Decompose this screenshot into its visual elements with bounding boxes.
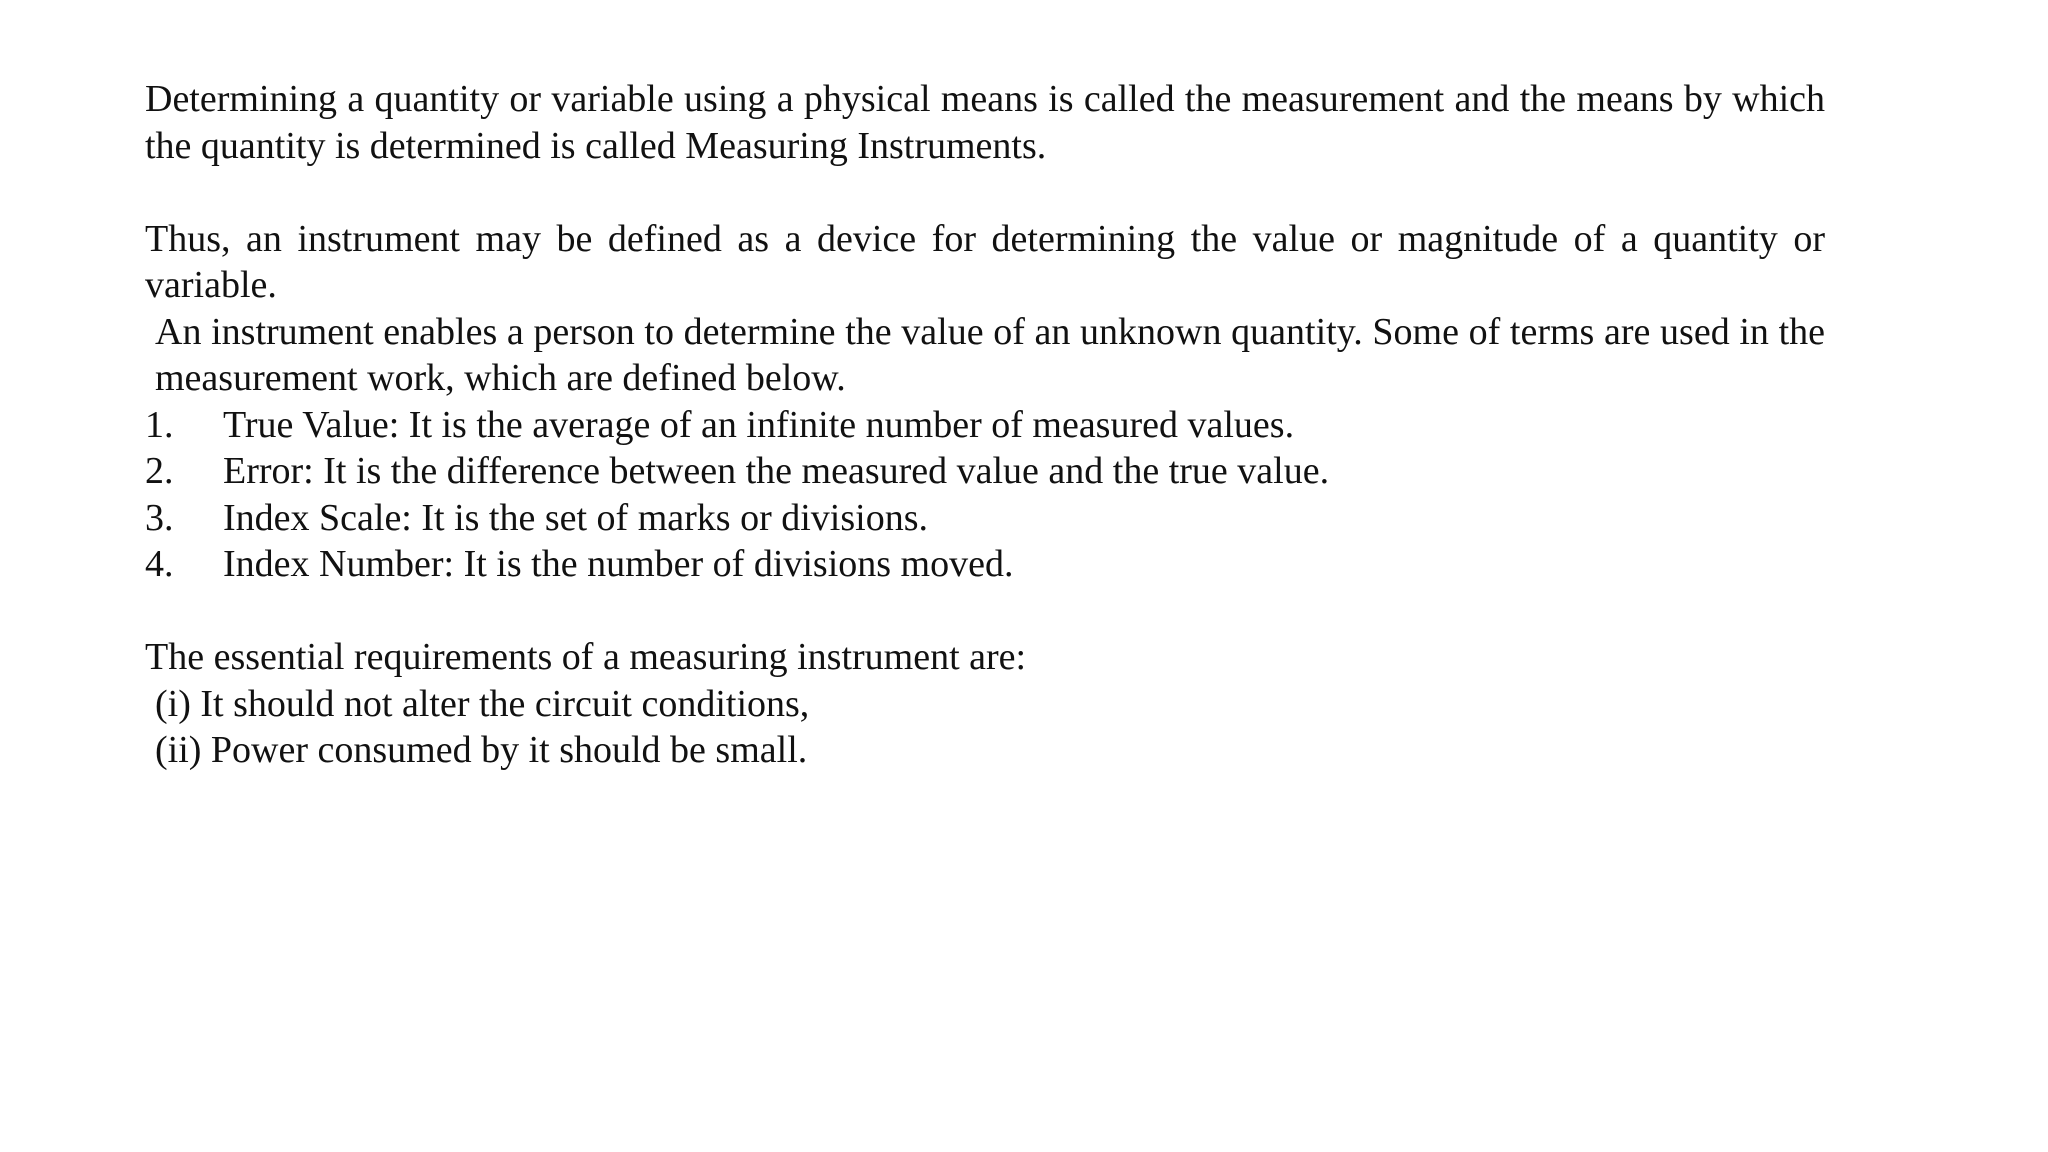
list-item [145,402,1825,449]
requirement-item: (i) It should not alter the circuit conditions, [155,682,810,725]
list-item [145,541,1825,588]
list-item-text: True Value: It is the average of an infinite number of measured values. [223,403,1295,446]
intro-paragraph-2: Thus, an instrument may be defined as a device for determining the value or magnitude of a quantity or variable. [145,217,1825,306]
requirement-item: (ii) Power consumed by it should be small. [155,729,808,771]
list-item-text: Error: It is the difference between the measured value and the true value. [223,450,1330,492]
document-body [145,76,1825,774]
list-item [145,495,1825,542]
list-item-number: 2. [145,450,174,492]
intro-paragraph-3: An instrument enables a person to determine the value of an unknown quantity. Some of terms are used in the measurement work, which are defined below. [155,310,1825,399]
list-item [145,448,1825,495]
paragraph-spacer [145,169,1825,216]
list-item-number: 4. [145,543,174,585]
list-item-number: 3. [145,496,174,539]
requirements-heading: The essential requirements of a measuring instrument are: [145,636,1027,678]
intro-paragraph-1: Determining a quantity or variable using a physical means is called the measurement and the means by which the quantity is determined is called Measuring Instruments. [145,78,1825,167]
list-item-text: Index Number: It is the number of divisions moved. [223,543,1014,585]
paragraph-spacer [145,588,1825,635]
list-item-number: 1. [145,403,174,446]
list-item-text: Index Scale: It is the set of marks or divisions. [223,496,928,539]
terms-list [145,402,1825,588]
